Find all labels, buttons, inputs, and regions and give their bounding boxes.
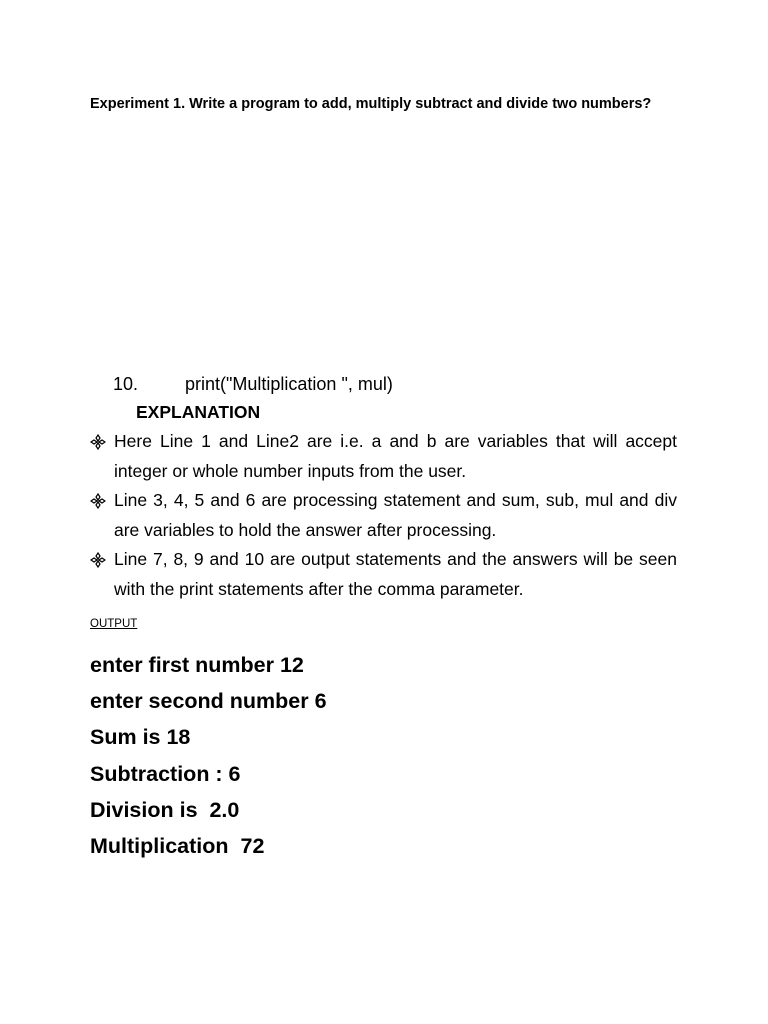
output-line: Division is 2.0 [90,797,240,822]
explanation-item-text: Line 7, 8, 9 and 10 are output statements and the answers will be seen with the print statements after the comma parameter. [114,549,677,599]
output-line: enter second number 6 [90,689,327,714]
explanation-item-text: Line 3, 4, 5 and 6 are processing statement and sum, sub, mul and div are variables to hold the answer after processing. [114,490,677,540]
four-diamond-bullet-icon [90,493,106,509]
code-line-number: 10. [113,374,139,394]
output-line: Subtraction : 6 [90,761,241,786]
explanation-item [90,545,677,604]
explanation-item [90,486,677,545]
explanation-item [90,427,677,486]
four-diamond-bullet-icon [90,552,106,568]
code-line-text: print("Multiplication ", mul) [185,374,393,394]
explanation-item-text: Here Line 1 and Line2 are i.e. a and b are variables that will accept integer or whole number inputs from the user. [114,431,677,481]
explanation-list [90,427,677,604]
four-diamond-bullet-icon [90,434,106,450]
explanation-title: EXPLANATION [136,402,261,422]
output-line: Multiplication 72 [90,834,265,859]
code-line [113,371,393,397]
output-list [90,647,327,864]
output-line: Sum is 18 [90,725,191,750]
output-label: OUTPUT [90,618,138,630]
experiment-heading: Experiment 1. Write a program to add, multiply subtract and divide two numbers? [90,96,652,112]
output-line: enter first number 12 [90,653,304,677]
